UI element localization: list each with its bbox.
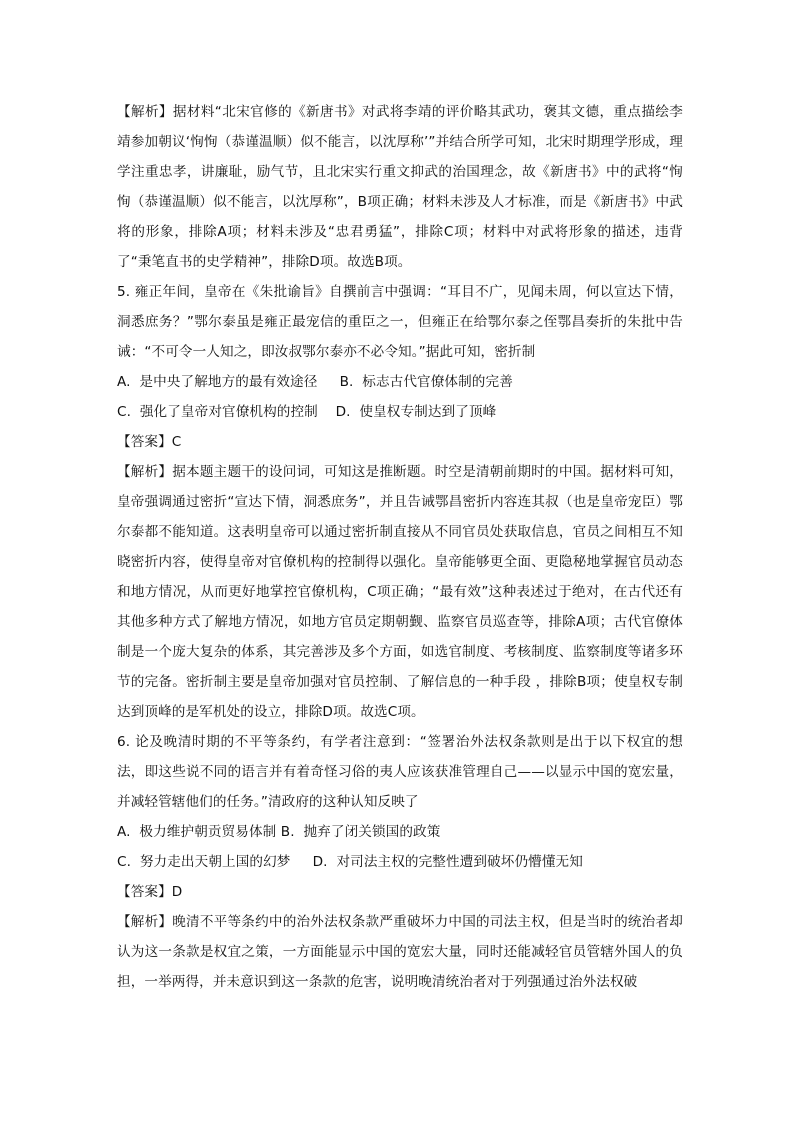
analysis-label: 【解析】 — [117, 914, 173, 930]
question-6-stem: 6. 论及晚清时期的不平等条约，有学者注意到：“签署治外法权条款则是出于以下权宜的想法，即这些说不同的语言并有着奇怪习俗的夷人应该获准管理自己——以显示中国的宽宏量，并减轻管辖他们的任务。”清政府的这种认知反映了 — [117, 734, 683, 810]
option-c: C. 强化了皇帝对官僚机构的控制 — [117, 404, 318, 420]
option-d: D. 使皇权专制达到了顶峰 — [335, 404, 497, 420]
option-a: A. 是中央了解地方的最有效途径 — [117, 374, 318, 390]
analysis-label: 【解析】 — [117, 464, 173, 480]
analysis-text: 晚清不平等条约中的治外法权条款严重破坏力中国的司法主权，但是当时的统治者却认为这一条款是权宜之策，一方面能显示中国的宽宏大量，同时还能减轻官员管辖外国人的负担，一举两得，并未意识到这一条款的危害，说明晚清统治者对于列强通过治外法权破 — [117, 914, 683, 990]
document-body — [117, 97, 683, 997]
analysis-q6 — [117, 907, 683, 997]
question-5-stem: 5. 雍正年间，皇帝在《朱批谕旨》自撰前言中强调：“耳目不广，见闻未周，何以宣达下情，洞悉庶务？”鄂尔泰虽是雍正最宠信的重臣之一，但雍正在给鄂尔泰之侄鄂昌奏折的朱批中告诫：“不可令一人知之，即汝叔鄂尔泰亦不必令知。”据此可知，密折制 — [117, 284, 683, 360]
option-c: C. 努力走出天朝上国的幻梦 — [117, 854, 291, 870]
question-6-options-row-1 — [117, 817, 683, 847]
option-a: A. 极力维护朝贡贸易体制 — [117, 824, 277, 840]
answer-q6: 【答案】D — [117, 884, 183, 900]
analysis-text: 据材料“北宋官修的《新唐书》对武将李靖的评价略其武功，褒其文德，重点描绘李靖参加朝议‘恂恂（恭谨温顺）似不能言，以沈厚称’”并结合所学可知，北宋时期理学形成，理学注重忠孝，讲廉耻，励气节，且北宋实行重文抑武的治国理念，故《新唐书》中的武将“恂恂（恭谨温顺）似不能言，以沈厚称”，B项正确；材料未涉及人才标准，而是《新唐书》中武将的形象，排除A项；材料未涉及“忠君勇猛”，排除C项；材料中对武将形象的描述，违背了“秉笔直书的史学精神”，排除D项。故选B项。 — [117, 104, 683, 270]
question-5-options-row-2 — [117, 397, 683, 427]
option-b: B. 抛弃了闭关锁国的政策 — [280, 824, 441, 840]
analysis-label: 【解析】 — [117, 104, 173, 120]
analysis-text: 据本题主题干的设问词，可知这是推断题。时空是清朝前期时的中国。据材料可知，皇帝强调通过密折“宣达下情，洞悉庶务”，并且告诫鄂昌密折内容连其叔（也是皇帝宠臣）鄂尔泰都不能知道。这表明皇帝可以通过密折制直接从不同官员处获取信息，官员之间相互不知晓密折内容，使得皇帝对官僚机构的控制得以强化。皇帝能够更全面、更隐秘地掌握官员动态和地方情况，从而更好地掌控官僚机构，C项正确；“最有效”这种表述过于绝对，在古代还有其他多种方式了解地方情况，如地方官员定期朝觐、监察官员巡查等，排除A项；古代官僚体制是一个庞大复杂的体系，其完善涉及多个方面，如选官制度、考核制度、监察制度等诸多环节的完备。密折制主要是皇帝加强对官员控制、了解信息的一种手段 ，排除B项；使皇权专制达到顶峰的是军机处的设立，排除D项。故选C项。 — [117, 464, 683, 720]
answer-q5: 【答案】C — [117, 434, 182, 450]
question-6-options-row-2 — [117, 847, 683, 877]
option-d: D. 对司法主权的完整性遭到破坏仍懵懂无知 — [312, 854, 583, 870]
option-b: B. 标志古代官僚体制的完善 — [339, 374, 513, 390]
analysis-q4 — [117, 97, 683, 277]
question-5-options-row-1 — [117, 367, 683, 397]
analysis-q5 — [117, 457, 683, 727]
